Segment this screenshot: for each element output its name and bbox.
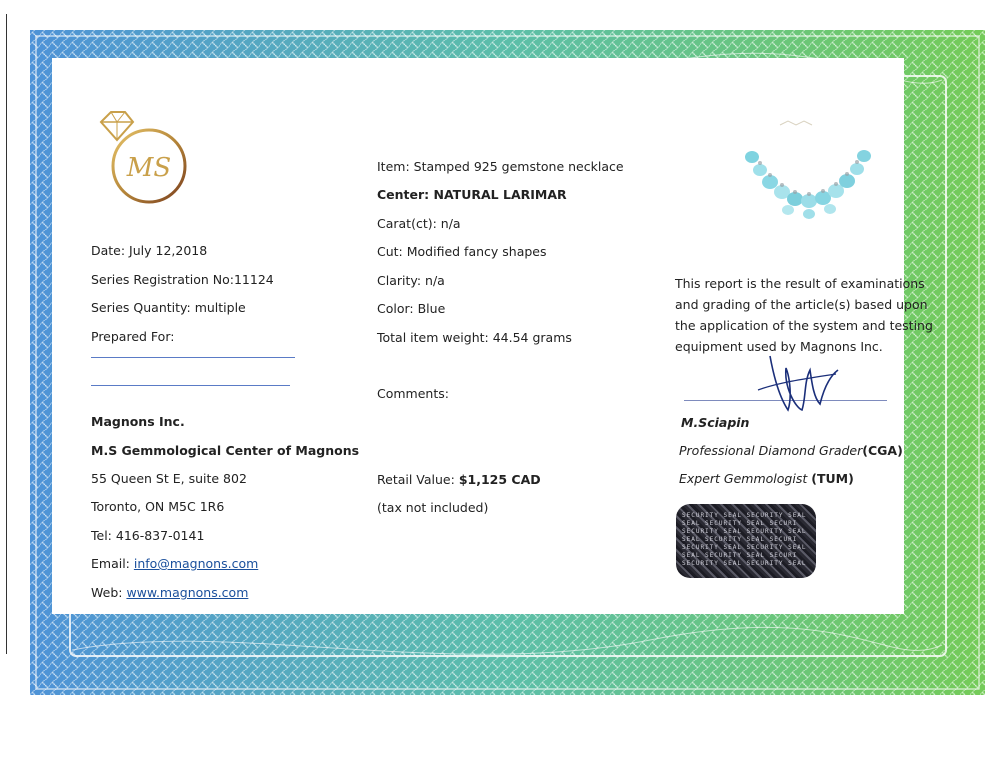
web-row <box>91 585 248 600</box>
report-line: and grading of the article(s) based upon <box>675 297 928 312</box>
signer-title-1 <box>679 443 903 458</box>
prepared-for-line-2 <box>91 385 290 386</box>
retail-amount: $1,125 CAD <box>458 472 541 487</box>
report-line: This report is the result of examinations <box>675 276 925 291</box>
web-link[interactable]: www.magnons.com <box>126 585 249 600</box>
report-line: the application of the system and testing <box>675 318 933 333</box>
necklace-photo <box>730 115 885 225</box>
ring-diamond-icon <box>93 100 203 205</box>
series-registration: Series Registration No:11124 <box>91 272 274 287</box>
security-seal-text: SECURITY SEAL SECURITY SEAL SEAL SECURITY SEAL SECURI SECURITY SEAL SECURITY SEAL SEAL SECURITY SEAL SECURI SECURITY SEAL SECURITY SEAL SEAL SECURITY SEAL SECURI SECURITY SEAL SECURITY SEAL <box>682 512 807 567</box>
comments-label: Comments: <box>377 386 449 401</box>
total-weight: Total item weight: 44.54 grams <box>377 330 572 345</box>
address-line-1: 55 Queen St E, suite 802 <box>91 471 247 486</box>
email-row <box>91 556 258 571</box>
center-stone: Center: NATURAL LARIMAR <box>377 187 567 202</box>
signer-title-2-cred: (TUM) <box>811 471 854 486</box>
retail-value <box>377 472 541 487</box>
signer-title-2 <box>679 471 854 486</box>
item: Item: Stamped 925 gemstone necklace <box>377 159 624 174</box>
report-line: equipment used by Magnons Inc. <box>675 339 883 354</box>
prepared-for-line-1 <box>91 357 295 358</box>
web-label: Web: <box>91 585 127 600</box>
tax-note: (tax not included) <box>377 500 489 515</box>
center-name: M.S Gemmological Center of Magnons <box>91 443 360 458</box>
prepared-for-label: Prepared For: <box>91 329 175 344</box>
retail-label: Retail Value: <box>377 472 459 487</box>
address-line-2: Toronto, ON M5C 1R6 <box>91 499 225 514</box>
scan-edge <box>6 14 7 654</box>
series-quantity: Series Quantity: multiple <box>91 300 246 315</box>
signer-title-1-text: Professional Diamond Grader <box>679 443 863 458</box>
telephone: Tel: 416-837-0141 <box>91 528 205 543</box>
carat: Carat(ct): n/a <box>377 216 461 231</box>
logo-monogram: MS <box>126 153 172 183</box>
email-label: Email: <box>91 556 134 571</box>
date: Date: July 12,2018 <box>91 243 208 258</box>
security-seal-hologram <box>676 504 816 578</box>
company-name: Magnons Inc. <box>91 414 185 429</box>
signer-name: M.Sciapin <box>681 415 750 430</box>
cut: Cut: Modified fancy shapes <box>377 244 547 259</box>
signer-title-1-cred: (CGA) <box>862 443 903 458</box>
color: Color: Blue <box>377 301 446 316</box>
clarity: Clarity: n/a <box>377 273 445 288</box>
email-link[interactable]: info@magnons.com <box>133 556 259 571</box>
signer-title-2-text: Expert Gemmologist <box>679 471 812 486</box>
report-statement <box>675 273 933 357</box>
signature <box>740 348 840 418</box>
